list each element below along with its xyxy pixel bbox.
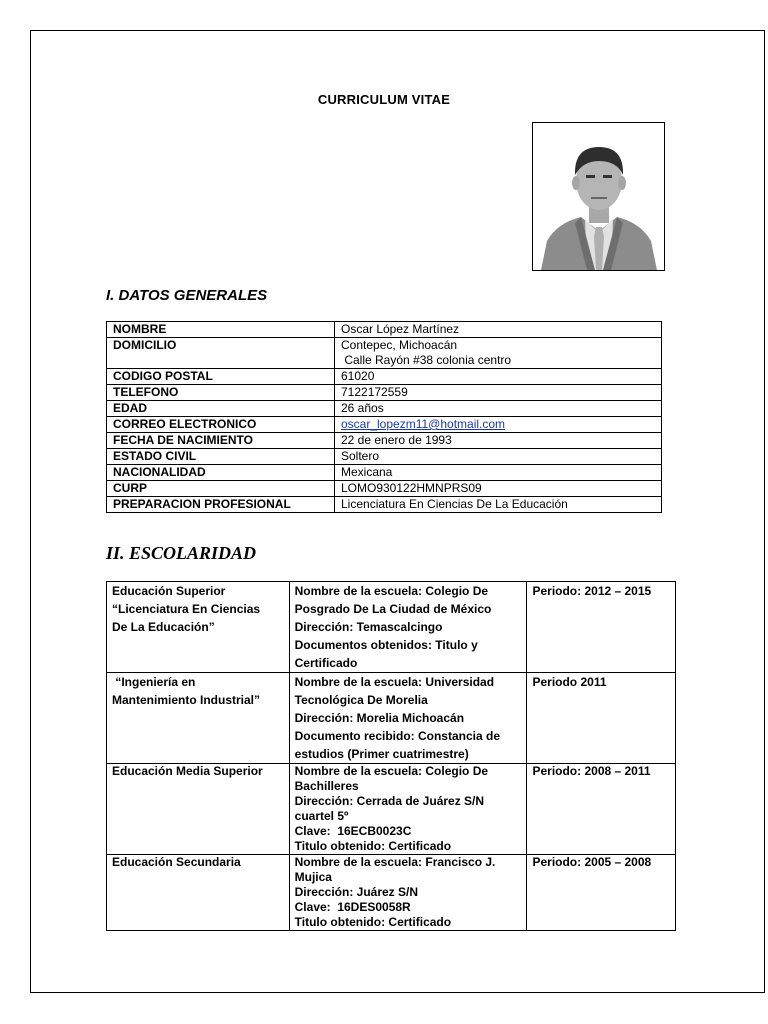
detail-line: estudios (Primer cuatrimestre) <box>294 747 469 761</box>
school-period: Periodo: 2005 – 2008 <box>527 855 676 931</box>
address-line-1: Contepec, Michoacán <box>341 338 458 352</box>
field-label: CURP <box>107 481 335 497</box>
field-label: DOMICILIO <box>107 338 335 369</box>
document-title: CURRICULUM VITAE <box>317 92 451 107</box>
detail-line: Bachilleres <box>294 779 359 793</box>
detail-line: Tecnológica De Morelia <box>294 693 428 707</box>
education-level <box>107 673 290 764</box>
detail-line: Dirección: Temascalcingo <box>294 620 443 634</box>
field-value: LOMO930122HMNPRS09 <box>335 481 662 497</box>
table-row <box>107 401 662 417</box>
table-row <box>107 433 662 449</box>
detail-line: Mujica <box>294 870 332 884</box>
email-link[interactable]: oscar_lopezm11@hotmail.com <box>341 417 506 431</box>
field-value <box>335 417 662 433</box>
school-period: Periodo: 2008 – 2011 <box>527 764 676 855</box>
detail-line: Documentos obtenidos: Titulo y <box>294 638 478 652</box>
detail-line: Dirección: Cerrada de Juárez S/N <box>294 794 485 808</box>
schooling-table <box>106 581 676 931</box>
level-line: “Ingeniería en <box>112 675 196 689</box>
detail-line: cuartel 5º <box>294 809 349 823</box>
school-details <box>289 673 527 764</box>
school-details <box>289 582 527 673</box>
school-period: Periodo: 2012 – 2015 <box>527 582 676 673</box>
detail-line: Titulo obtenido: Certificado <box>294 839 452 853</box>
field-label: PREPARACION PROFESIONAL <box>107 497 335 513</box>
education-level <box>107 582 290 673</box>
table-row <box>107 338 662 369</box>
field-label: EDAD <box>107 401 335 417</box>
section-heading-schooling: II. ESCOLARIDAD <box>106 543 257 563</box>
table-row <box>107 322 662 338</box>
field-value: 22 de enero de 1993 <box>335 433 662 449</box>
detail-line: Nombre de la escuela: Universidad <box>294 675 495 689</box>
school-details <box>289 764 527 855</box>
detail-line: Clave: 16DES0058R <box>294 900 411 914</box>
field-value: 7122172559 <box>335 385 662 401</box>
section-heading-general: I. DATOS GENERALES <box>106 287 268 304</box>
field-value: Soltero <box>335 449 662 465</box>
field-label: NOMBRE <box>107 322 335 338</box>
field-label: TELEFONO <box>107 385 335 401</box>
address-line-2: Calle Rayón #38 colonia centro <box>341 353 512 367</box>
table-row <box>107 417 662 433</box>
detail-line: Clave: 16ECB0023C <box>294 824 412 838</box>
school-details <box>289 855 527 931</box>
level-line: Educación Media Superior <box>112 764 263 778</box>
school-period: Periodo 2011 <box>527 673 676 764</box>
field-label: CORREO ELECTRONICO <box>107 417 335 433</box>
detail-line: Nombre de la escuela: Colegio De <box>294 584 489 598</box>
field-value: Oscar López Martínez <box>335 322 662 338</box>
table-row <box>107 764 676 855</box>
person-portrait-photo-icon <box>533 123 664 270</box>
table-row <box>107 369 662 385</box>
field-label: CODIGO POSTAL <box>107 369 335 385</box>
general-data-table <box>106 321 662 513</box>
detail-line: Nombre de la escuela: Francisco J. <box>294 855 496 869</box>
table-row <box>107 481 662 497</box>
table-row <box>107 449 662 465</box>
education-level <box>107 764 290 855</box>
field-value: 61020 <box>335 369 662 385</box>
detail-line: Dirección: Morelia Michoacán <box>294 711 465 725</box>
detail-line: Dirección: Juárez S/N <box>294 885 419 899</box>
detail-line: Certificado <box>294 656 358 670</box>
table-row <box>107 385 662 401</box>
level-line: Educación Superior <box>112 584 226 598</box>
detail-line: Nombre de la escuela: Colegio De <box>294 764 489 778</box>
detail-line: Titulo obtenido: Certificado <box>294 915 452 929</box>
field-value <box>335 338 662 369</box>
profile-photo <box>532 122 665 271</box>
field-label: NACIONALIDAD <box>107 465 335 481</box>
table-row <box>107 497 662 513</box>
field-value: Licenciatura En Ciencias De La Educación <box>335 497 662 513</box>
detail-line: Posgrado De La Ciudad de México <box>294 602 492 616</box>
table-row <box>107 673 676 764</box>
level-line: “Licenciatura En Ciencias <box>112 602 261 616</box>
field-label: ESTADO CIVIL <box>107 449 335 465</box>
level-line: Mantenimiento Industrial” <box>112 693 261 707</box>
level-line: Educación Secundaria <box>112 855 241 869</box>
education-level <box>107 855 290 931</box>
field-value: 26 años <box>335 401 662 417</box>
field-label: FECHA DE NACIMIENTO <box>107 433 335 449</box>
table-row <box>107 582 676 673</box>
table-row <box>107 465 662 481</box>
detail-line: Documento recibido: Constancia de <box>294 729 500 743</box>
level-line: De La Educación” <box>112 620 215 634</box>
field-value: Mexicana <box>335 465 662 481</box>
table-row <box>107 855 676 931</box>
